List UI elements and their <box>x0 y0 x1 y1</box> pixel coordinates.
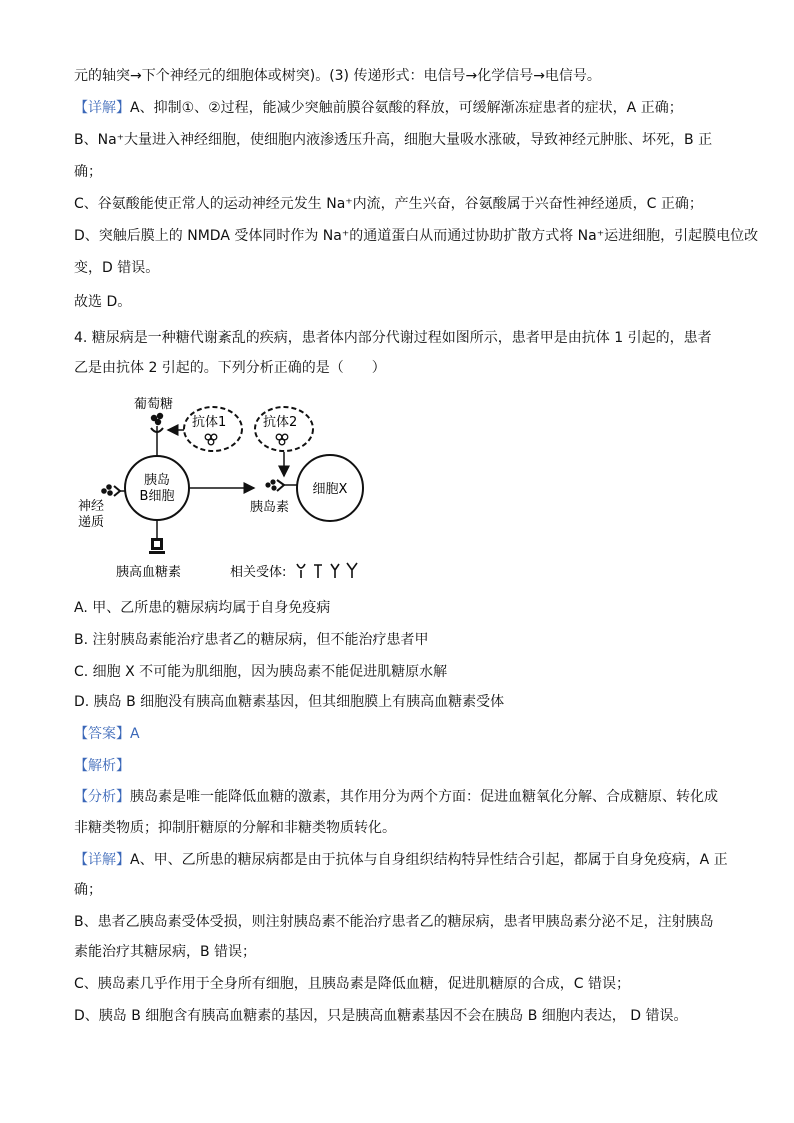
detail-line: 素能治疗其糖尿病，B 错误； <box>74 944 257 960</box>
text-line: D、突触后膜上的 NMDA 受体同时作为 Na⁺的通道蛋白从而通过协助扩散方式将 Na⁺运进细胞，引起膜电位改 <box>74 228 759 244</box>
receptor-shapes-icon <box>297 563 357 578</box>
cell-x-label: 细胞X <box>312 482 348 497</box>
detail-tag: 【详解】 <box>74 852 130 868</box>
text-line: B、Na⁺大量进入神经细胞，使细胞内液渗透压升高，细胞大量吸水涨破，导致神经元肿胀、坏死，B 正 <box>74 132 713 148</box>
analysis-tag: 【分析】 <box>74 789 130 805</box>
islet-b-cell-label-1: 胰岛 <box>143 473 171 488</box>
insulin-label: 胰岛素 <box>250 500 290 515</box>
detail-line <box>74 98 683 118</box>
detail-tag: 【详解】 <box>74 100 130 116</box>
glucagon-icon <box>149 538 165 554</box>
glucose-label: 葡萄糖 <box>134 397 174 412</box>
detail-text: A、抑制①、②过程，能减少突触前膜谷氨酸的释放，可缓解渐冻症患者的症状，A 正确； <box>130 100 683 116</box>
glucagon-label: 胰高血糖素 <box>116 565 182 580</box>
question-stem: 乙是由抗体 2 引起的。下列分析正确的是（ ） <box>74 360 386 376</box>
islet-b-cell <box>125 456 189 520</box>
receptors-label: 相关受体: <box>230 565 287 580</box>
option-c: C. 细胞 X 不可能为肌细胞，因为胰岛素不能促进肌糖原水解 <box>74 664 448 680</box>
antibody-2-label: 抗体2 <box>263 415 298 430</box>
analysis-line <box>74 787 718 807</box>
metabolism-diagram <box>70 388 390 588</box>
analysis-text: 胰岛素是唯一能降低血糖的激素，其作用分为两个方面：促进血糖氧化分解、合成糖原、转化成 <box>130 789 718 805</box>
detail-line: D、胰岛 B 细胞含有胰高血糖素的基因，只是胰高血糖素基因不会在胰岛 B 细胞内表达， D 错误。 <box>74 1008 688 1024</box>
text-line: C、谷氨酸能使正常人的运动神经元发生 Na⁺内流，产生兴奋，谷氨酸属于兴奋性神经递质，C 正确； <box>74 196 703 212</box>
insulin-receptor-icon <box>265 479 284 491</box>
glucose-molecule-icon <box>151 413 163 425</box>
option-b: B. 注射胰岛素能治疗患者乙的糖尿病，但不能治疗患者甲 <box>74 632 429 648</box>
antibody-1-icon <box>205 434 217 445</box>
islet-b-cell-label-2: B细胞 <box>139 489 175 504</box>
antibody-2-icon <box>276 434 288 445</box>
option-a: A. 甲、乙所患的糖尿病均属于自身免疫病 <box>74 600 331 616</box>
neurotransmitter-label-1: 神经 <box>78 499 105 514</box>
text-line: 确； <box>74 164 102 180</box>
antibody-1-label: 抗体1 <box>192 415 227 430</box>
detail-line <box>74 850 728 870</box>
neurotransmitter-icon <box>101 484 120 496</box>
answer-line: 【答案】A <box>74 726 140 742</box>
detail-line: 确； <box>74 882 102 898</box>
option-d: D. 胰岛 B 细胞没有胰高血糖素基因，但其细胞膜上有胰高血糖素受体 <box>74 694 505 710</box>
neurotransmitter-label-2: 递质 <box>78 515 105 530</box>
text-line: 元的轴突→下个神经元的细胞体或树突)。(3) 传递形式：电信号→化学信号→电信号。 <box>74 68 601 84</box>
detail-line: B、患者乙胰岛素受体受损，则注射胰岛素不能治疗患者乙的糖尿病，患者甲胰岛素分泌不足，注射胰岛 <box>74 914 714 930</box>
text-line: 变，D 错误。 <box>74 260 160 276</box>
analysis-heading: 【解析】 <box>74 758 130 774</box>
detail-line: C、胰岛素几乎作用于全身所有细胞，且胰岛素是降低血糖，促进肌糖原的合成，C 错误； <box>74 976 630 992</box>
analysis-line: 非糖类物质；抑制肝糖原的分解和非糖类物质转化。 <box>74 820 396 836</box>
question-stem: 4. 糖尿病是一种糖代谢紊乱的疾病，患者体内部分代谢过程如图所示，患者甲是由抗体 1 引起的，患者 <box>74 330 712 346</box>
detail-text: A、甲、乙所患的糖尿病都是由于抗体与自身组织结构特异性结合引起，都属于自身免疫病，A 正 <box>130 852 728 868</box>
text-line: 故选 D。 <box>74 294 132 310</box>
